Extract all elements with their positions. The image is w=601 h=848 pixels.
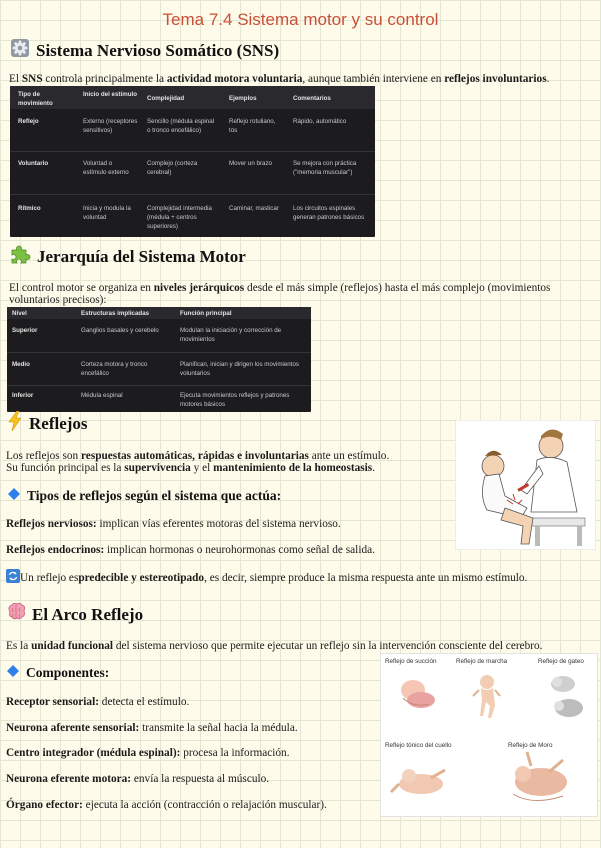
tipos-heading-text: Tipos de reflejos según el sistema que actúa: bbox=[27, 488, 282, 503]
arco-heading-text: El Arco Reflejo bbox=[32, 604, 144, 624]
page-title: Tema 7.4 Sistema motor y su control bbox=[162, 10, 439, 29]
table-cell: Se mejora con práctica ("memoria muscular") bbox=[293, 160, 357, 176]
table-header-cell: Estructuras implicadas bbox=[81, 310, 150, 317]
sns-intro: El SNS controla principalmente la actividad motora voluntaria, aunque también interviene en reflejos involuntarios. bbox=[9, 73, 550, 85]
table-divider bbox=[7, 385, 311, 386]
table-header-cell: Función principal bbox=[180, 310, 232, 317]
componente-item: Centro integrador (médula espinal): procesa la información. bbox=[6, 747, 290, 759]
componente-item: Neurona eferente motora: envía la respuesta al músculo. bbox=[6, 773, 270, 785]
table-header-cell: Tipo de movimiento bbox=[18, 91, 53, 107]
table-divider bbox=[7, 352, 311, 353]
table-cell: Superior bbox=[12, 327, 38, 334]
table-cell: Complejo (corteza cerebral) bbox=[147, 160, 198, 176]
reflejos-heading bbox=[7, 411, 88, 436]
puzzle-icon bbox=[9, 244, 31, 269]
table-cell: Ganglios basales y cerebelo bbox=[81, 327, 159, 334]
brain-icon bbox=[6, 603, 26, 626]
reflejos-intro: Los reflejos son respuestas automáticas, rápidas e involuntarias ante un estímulo. Su función principal es la supervivencia y el mantenimiento de la homeostasis. bbox=[6, 450, 390, 474]
componente-item: Neurona aferente sensorial: transmite la señal hacia la médula. bbox=[6, 722, 298, 734]
table-cell: Modulan la iniciación y corrección de movimientos bbox=[180, 327, 282, 343]
baby-figures bbox=[381, 654, 597, 816]
table-header-cell: Nivel bbox=[12, 310, 27, 317]
arco-intro: Es la unidad funcional del sistema nervioso que permite ejecutar un reflejo sin la intervención consciente del cerebro. bbox=[6, 640, 543, 652]
table-cell: Externo (receptores sensitivos) bbox=[83, 118, 138, 134]
jerarquia-heading bbox=[9, 244, 246, 269]
table-cell: Reflejo rotuliano, tos bbox=[229, 118, 276, 134]
table-cell: Los circuitos espinales generan patrones básicos bbox=[293, 205, 365, 221]
table-cell: Complejidad intermedia (médula + centros superiores) bbox=[147, 205, 213, 230]
movement-types-table bbox=[10, 86, 375, 237]
table-divider bbox=[10, 194, 375, 195]
table-cell: Rápido, automático bbox=[293, 118, 347, 125]
figure-label: Reflejo de marcha bbox=[456, 658, 508, 665]
table-cell: Sencillo (médula espinal o tronco encefálico) bbox=[147, 118, 215, 134]
table-divider bbox=[10, 151, 375, 152]
table-cell: Médula espinal bbox=[81, 392, 123, 399]
componente-item: Órgano efector: ejecuta la acción (contracción o relajación muscular). bbox=[6, 799, 327, 811]
predecible-note: Un reflejo es predecible y estereotipado , es decir, siempre produce la misma respuesta ante un mismo estímulo. bbox=[6, 569, 527, 586]
table-cell: Voluntad o estímulo externo bbox=[83, 160, 129, 176]
reflejos-nerviosos: Reflejos nerviosos: implican vías eferentes motoras del sistema nervioso. bbox=[6, 518, 341, 530]
table-cell: Medio bbox=[12, 361, 30, 368]
table-cell: Rítmico bbox=[18, 205, 41, 212]
lightning-icon bbox=[7, 411, 23, 436]
componente-item: Receptor sensorial: detecta el estímulo. bbox=[6, 696, 190, 708]
blue-diamond-icon bbox=[6, 664, 20, 682]
gear-icon bbox=[10, 38, 30, 63]
table-cell: Inferior bbox=[12, 392, 34, 399]
table-cell: Voluntario bbox=[18, 160, 49, 167]
knee-reflex-illustration bbox=[455, 420, 596, 550]
table-header-cell: Comentarios bbox=[293, 95, 331, 102]
table-cell: Reflejo bbox=[18, 118, 39, 125]
figure-label: Reflejo de succión bbox=[385, 658, 437, 665]
tipos-heading bbox=[7, 487, 281, 505]
reflejos-endocrinos: Reflejos endocrinos: implican hormonas o neurohormonas como señal de salida. bbox=[6, 544, 375, 556]
table-cell: Caminar, masticar bbox=[229, 205, 279, 212]
reflejos-heading-text: Reflejos bbox=[29, 413, 88, 433]
table-cell: Corteza motora y tronco encefálico bbox=[81, 361, 148, 377]
blue-diamond-icon bbox=[7, 487, 21, 505]
table-cell: Ejecuta movimientos reflejos y patrones motores básicos bbox=[180, 392, 290, 408]
table-cell: Planifican, inician y dirigen los movimientos voluntarios bbox=[180, 361, 299, 377]
table-cell: Inicia y modula la voluntad bbox=[83, 205, 131, 221]
arco-heading bbox=[6, 603, 143, 626]
table-header-cell: Inicio del estímulo bbox=[83, 91, 137, 98]
jerarquia-intro: El control motor se organiza en niveles jerárquicos desde el más simple (reflejos) hasta el más complejo (movimientos voluntarios precisos): bbox=[9, 282, 551, 306]
motor-hierarchy-table bbox=[7, 307, 311, 412]
sns-heading-text: Sistema Nervioso Somático (SNS) bbox=[36, 40, 280, 60]
table-header-cell: Ejemplos bbox=[229, 95, 257, 102]
figure-label: Reflejo de Moro bbox=[508, 742, 553, 749]
componentes-heading-text: Componentes: bbox=[26, 665, 110, 680]
figure-label: Reflejo de gateo bbox=[538, 658, 584, 665]
repeat-icon bbox=[6, 569, 20, 586]
table-cell: Mover un brazo bbox=[229, 160, 272, 167]
sns-heading bbox=[10, 38, 279, 63]
componentes-heading bbox=[6, 664, 109, 682]
figure-label: Reflejo tónico del cuello bbox=[385, 742, 452, 749]
jerarquia-heading-text: Jerarquía del Sistema Motor bbox=[37, 246, 246, 266]
newborn-reflexes-figure bbox=[380, 653, 598, 817]
table-header-cell: Complejidad bbox=[147, 95, 185, 102]
table-header bbox=[7, 307, 311, 319]
